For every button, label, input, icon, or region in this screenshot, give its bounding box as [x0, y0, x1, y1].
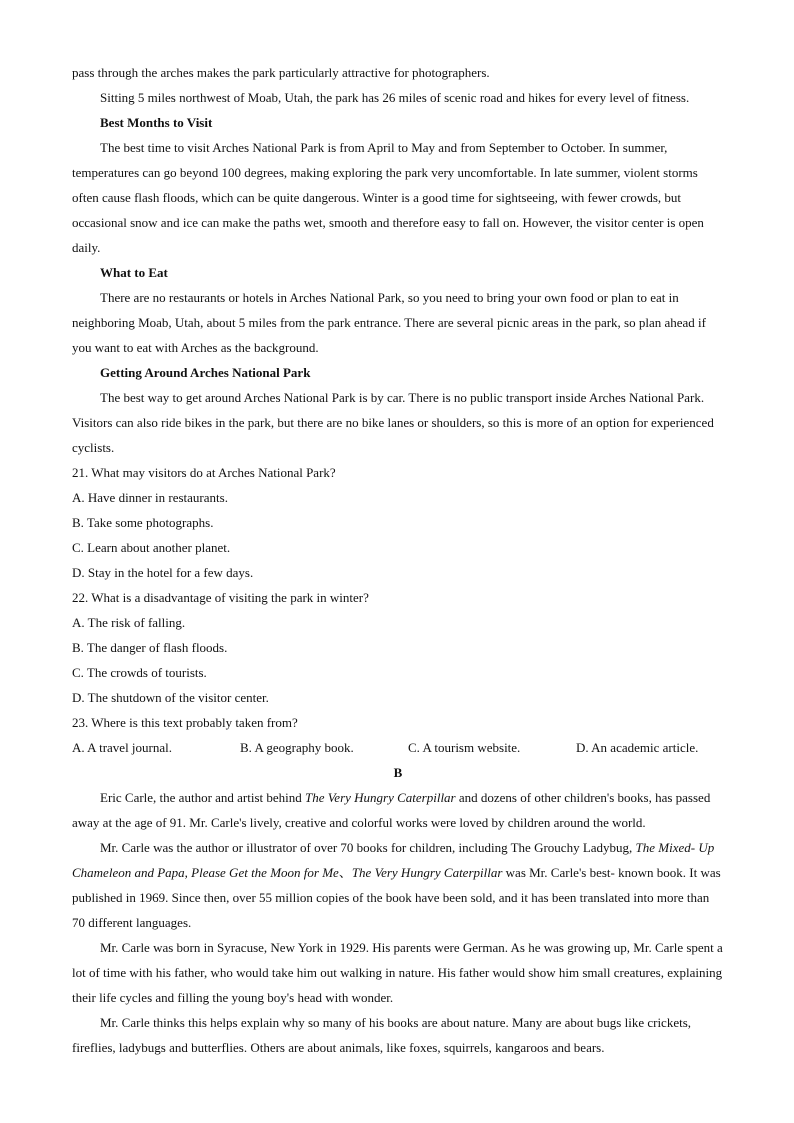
heading-best-months: Best Months to Visit	[100, 115, 213, 130]
option-21-a: A. Have dinner in restaurants.	[72, 490, 228, 505]
paragraph-b2	[72, 835, 724, 935]
option-21-b: B. Take some photographs.	[72, 515, 214, 530]
option-23-b: B. A geography book.	[240, 740, 354, 755]
heading-what-to-eat: What to Eat	[100, 265, 168, 280]
paragraph-getting-around: The best way to get around Arches National Park is by car. There is no public transport inside Arches National Park. Visitors can also ride bikes in the park, but there are no bike lanes or shoulders, so this is more of an option for experienced cyclists.	[72, 390, 714, 455]
book-title-hungry-caterpillar-2: The Very Hungry Caterpillar	[351, 865, 503, 880]
question-22: 22. What is a disadvantage of visiting the park in winter?	[72, 590, 369, 605]
option-22-c: C. The crowds of tourists.	[72, 665, 207, 680]
option-23-c: C. A tourism website.	[408, 740, 521, 755]
book-title-hungry-caterpillar: The Very Hungry Caterpillar	[305, 790, 456, 805]
option-21-d: D. Stay in the hotel for a few days.	[72, 565, 254, 580]
option-23-d: D. An academic article.	[576, 740, 699, 755]
paragraph-best-months: The best time to visit Arches National Park is from April to May and from September to October. In summer, temperatures can go beyond 100 degrees, making exploring the park very uncomfortable. In late summer, violent storms often cause flash floods, which can be quite dangerous. Winter is a good time for sightseeing, with fewer crowds, but occasional snow and ice can make the paths wet, smooth and therefore easy to fall on. However, the visitor center is open daily.	[72, 140, 704, 255]
question-23: 23. Where is this text probably taken from?	[72, 715, 298, 730]
option-23-a: A. A travel journal.	[72, 740, 173, 755]
option-21-c: C. Learn about another planet.	[72, 540, 231, 555]
b1-text-start: Eric Carle, the author and artist behind	[100, 790, 306, 805]
heading-getting-around: Getting Around Arches National Park	[100, 365, 311, 380]
option-22-b: B. The danger of flash floods.	[72, 640, 228, 655]
section-label-b: B	[393, 765, 403, 780]
paragraph-location: Sitting 5 miles northwest of Moab, Utah, the park has 26 miles of scenic road and hikes for every level of fitness.	[100, 90, 690, 105]
b2-separator: 、	[338, 865, 352, 880]
b1-text-end: and dozens of other children's books, has passed away at the age of 91. Mr. Carle's lively, creative and colorful works were loved by children around the world.	[72, 790, 711, 830]
paragraph-b1	[72, 785, 724, 835]
option-22-d: D. The shutdown of the visitor center.	[72, 690, 269, 705]
paragraph-b4: Mr. Carle thinks this helps explain why so many of his books are about nature. Many are about bugs like crickets, fireflies, ladybugs and butterflies. Others are about animals, like foxes, squirrels, kangaroos and bears.	[72, 1015, 692, 1055]
b2-text-end: was Mr. Carle's best- known book. It was published in 1969. Since then, over 55 million copies of the book have been sold, and it has been translated into more than 70 different languages.	[72, 865, 721, 930]
paragraph-what-to-eat: There are no restaurants or hotels in Arches National Park, so you need to bring your own food or plan to eat in neighboring Moab, Utah, about 5 miles from the park entrance. There are several picnic areas in the park, so plan ahead if you want to eat with Arches as the background.	[72, 290, 706, 355]
book-titles-chameleon-papa: The Mixed- Up Chameleon and Papa, Please Get the Moon for Me	[72, 840, 715, 880]
option-22-a: A. The risk of falling.	[72, 615, 186, 630]
question-22-options	[72, 610, 724, 710]
paragraph-continuation: pass through the arches makes the park particularly attractive for photographers.	[72, 65, 490, 80]
paragraph-b3: Mr. Carle was born in Syracuse, New York in 1929. His parents were German. As he was growing up, Mr. Carle spent a lot of time with his father, who would take him out walking in nature. His father would show him small creatures, explaining their life cycles and filling the young boy's head with wonder.	[72, 940, 723, 1005]
b2-text-start: Mr. Carle was the author or illustrator of over 70 books for children, including The Grouchy Ladybug,	[100, 840, 636, 855]
question-21: 21. What may visitors do at Arches National Park?	[72, 465, 336, 480]
question-21-options	[72, 485, 724, 585]
question-23-options	[72, 735, 724, 760]
text-column	[72, 60, 724, 1060]
